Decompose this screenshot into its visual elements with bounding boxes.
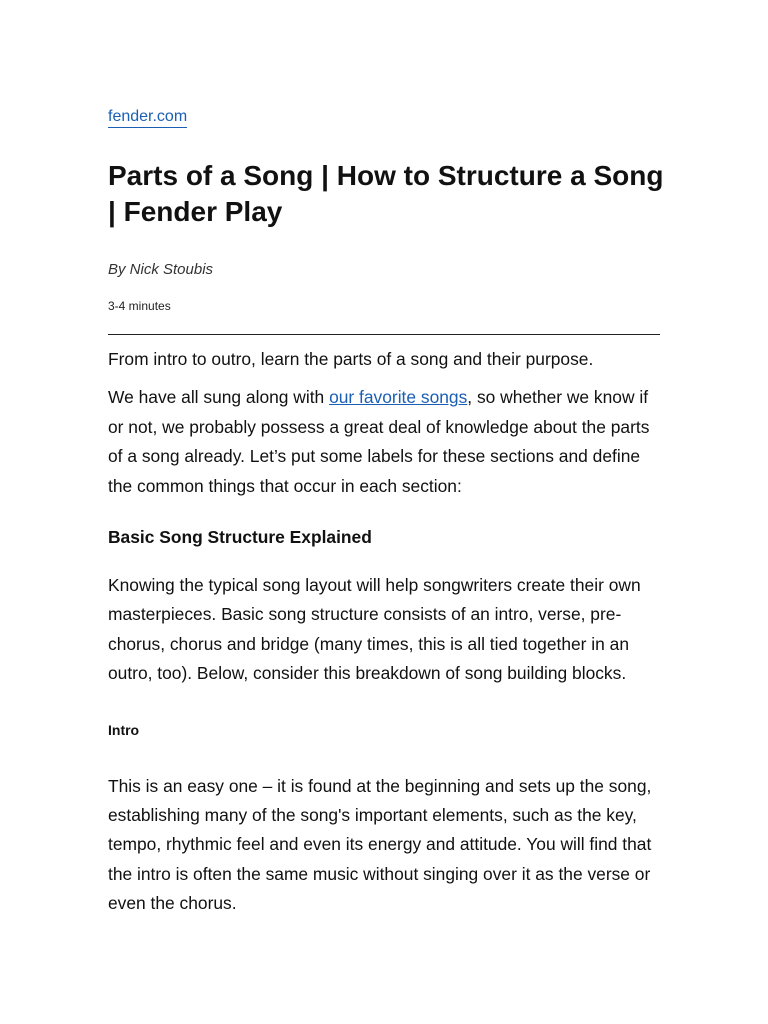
header-divider [108, 334, 660, 335]
paragraph-intro: This is an easy one – it is found at the beginning and sets up the song, establishing many of the song's important elements, such as the key, tempo, rhythmic feel and even its energy and attitude. You will find that the intro is often the same music without singing over it as the verse or even the chorus. [108, 775, 652, 914]
article-title: Parts of a Song | How to Structure a Song | Fender Play [108, 160, 664, 227]
paragraph-text: We have all sung along with [108, 387, 330, 408]
article-body [108, 345, 664, 919]
heading-basic-song-structure: Basic Song Structure Explained [108, 527, 372, 548]
favorite-songs-link[interactable]: our favorite songs [329, 387, 468, 408]
paragraph-text: , so whether we know if or not, we probably possess a great deal of knowledge about the parts of a song already. Let’s put some labels for these sections and define the common things that occur in each section: [108, 387, 650, 496]
read-time: 3-4 minutes [108, 299, 171, 313]
heading-intro: Intro [108, 721, 140, 738]
paragraph-favorite-songs [108, 383, 664, 501]
article-byline: By Nick Stoubis [108, 261, 214, 278]
lede-paragraph: From intro to outro, learn the parts of a song and their purpose. [108, 349, 594, 369]
paragraph-basic-structure: Knowing the typical song layout will help songwriters create their own masterpieces. Basic song structure consists of an intro, verse, pre-chorus, chorus and bridge (many times, this is all tied together in an outro, too). Below, consider this breakdown of song building blocks. [108, 575, 641, 684]
source-link[interactable]: fender.com [108, 107, 187, 128]
